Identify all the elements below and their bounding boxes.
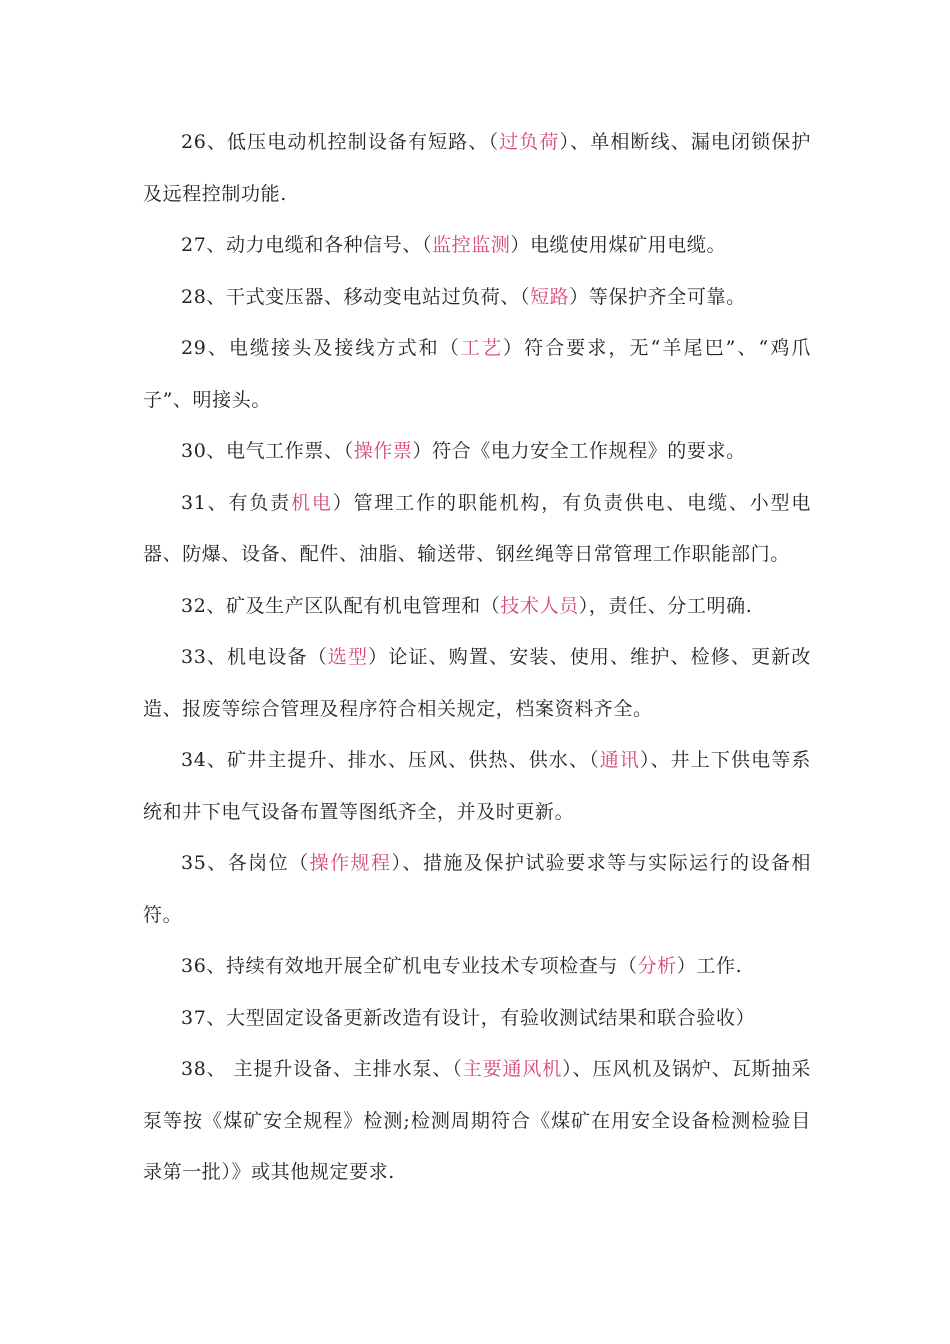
item-26 [143, 117, 811, 220]
item-text-after: ）、压风机及锅炉、瓦斯抽采泵等按《煤矿安全规程》检测;检测周期符合《煤矿在用安全设备检测检验目录第一批）》或其他规定要求. [143, 1058, 811, 1183]
answer-text: 通讯 [599, 749, 640, 771]
item-text-before: 35、各岗位（ [181, 852, 310, 874]
item-text-before: 26、低压电动机控制设备有短路、（ [181, 131, 500, 153]
item-text-after: ）符合《电力安全工作规程》的要求。 [412, 440, 746, 462]
answer-text: 机电 [291, 491, 333, 514]
item-text-before: 29、电缆接头及接线方式和（ [181, 337, 461, 359]
item-38 [143, 1044, 811, 1199]
answer-text: 操作规程 [309, 852, 392, 874]
item-32 [143, 581, 811, 633]
answer-text: 工艺 [460, 337, 504, 359]
item-33 [143, 632, 811, 735]
item-text-after: ）、井上下供电等系统和井下电气设备布置等图纸齐全，并及时更新。 [143, 749, 811, 823]
item-30 [143, 426, 811, 478]
answer-text: 主要通风机 [462, 1058, 563, 1080]
item-text-before: 30、电气工作票、（ [181, 440, 354, 462]
item-text-after: ），责任、分工明确. [578, 594, 753, 617]
answer-text: 分析 [637, 955, 677, 977]
answer-text: 过负荷 [499, 131, 560, 153]
item-text-before: 31、有负责 [181, 491, 292, 514]
item-text-before: 36、持续有效地开展全矿机电专业技术专项检查与（ [181, 955, 638, 977]
item-35 [143, 838, 811, 941]
item-text-before: 28、干式变压器、移动变电站过负荷、（ [181, 285, 531, 308]
answer-text: 监控监测 [432, 234, 511, 256]
item-34 [143, 735, 811, 838]
answer-text: 技术人员 [500, 594, 579, 617]
answer-text: 选型 [327, 646, 369, 668]
item-text-after: ）等保护齐全可靠。 [569, 285, 746, 308]
item-text-after: ）符合要求，无“羊尾巴”、“鸡爪子”、明接头。 [143, 337, 812, 411]
item-29 [143, 323, 811, 426]
answer-text: 操作票 [353, 440, 413, 462]
item-text-after: ）、措施及保护试验要求等与实际运行的设备相符。 [143, 852, 811, 926]
document-page [143, 117, 811, 1199]
answer-text: 短路 [530, 285, 570, 308]
item-text-after: ）电缆使用煤矿用电缆。 [510, 234, 727, 256]
item-text-before: 32、矿及生产区队配有机电管理和（ [181, 594, 501, 617]
item-text-before: 37、大型固定设备更新改造有设计，有验收测试结果和联合验收） [181, 1006, 756, 1029]
item-text-after: ）管理工作的职能机构，有负责供电、电缆、小型电器、防爆、设备、配件、油脂、输送带、钢丝绳等日常管理工作职能部门。 [143, 491, 811, 565]
item-text-after: ）工作. [676, 955, 743, 977]
item-text-after: ）、单相断线、漏电闭锁保护及远程控制功能. [143, 131, 811, 205]
item-36 [143, 941, 811, 993]
item-31 [143, 478, 811, 581]
item-28 [143, 272, 811, 324]
item-text-before: 33、机电设备（ [181, 646, 328, 668]
item-text-before: 27、动力电缆和各种信号、（ [181, 234, 433, 256]
item-37 [143, 993, 811, 1045]
item-text-before: 34、矿井主提升、排水、压风、供热、供水、（ [181, 749, 600, 771]
item-text-before: 38、 主提升设备、主排水泵、（ [181, 1058, 463, 1080]
item-text-after: ）论证、购置、安装、使用、维护、检修、更新改造、报废等综合管理及程序符合相关规定，档案资料齐全。 [143, 646, 811, 720]
item-27 [143, 220, 811, 272]
